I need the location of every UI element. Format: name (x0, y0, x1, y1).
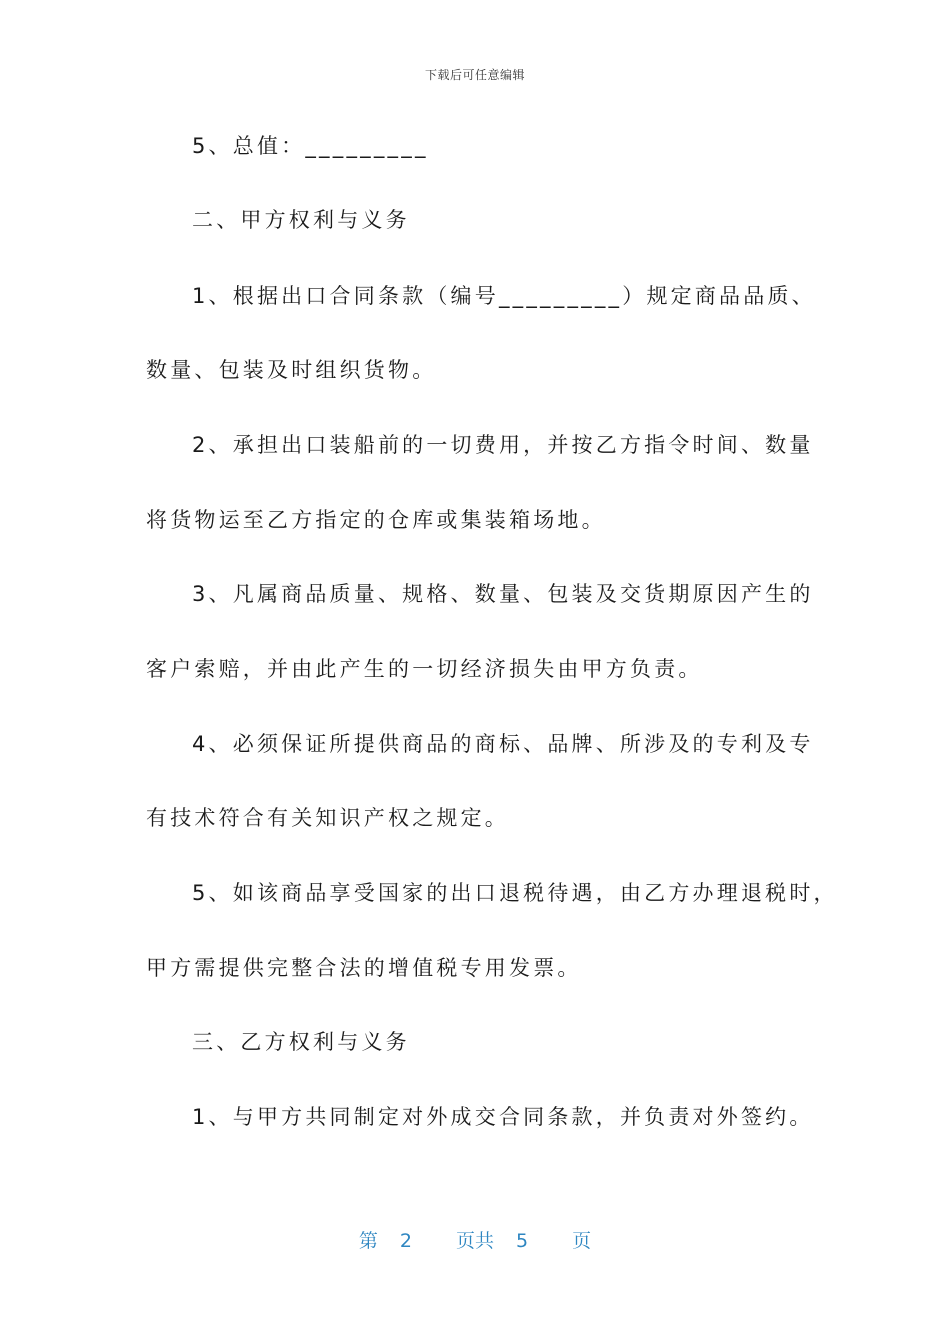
section-heading-party-a: 二、甲方权利与义务 (192, 208, 410, 232)
section-heading-party-b: 三、乙方权利与义务 (192, 1030, 410, 1054)
footer-page-label: 第 (358, 1230, 378, 1252)
clause-a1-line1: 1、根据出口合同条款（编号_________）规定商品品质、 (192, 284, 816, 308)
total-value-line: 5、总值：_________ (192, 134, 429, 158)
clause-a5-line1: 5、如该商品享受国家的出口退税待遇，由乙方办理退税时， (192, 881, 838, 905)
clause-a2-line1: 2、承担出口装船前的一切费用，并按乙方指令时间、数量 (192, 433, 814, 457)
footer-page-number: 2 (399, 1230, 412, 1252)
header-note: 下载后可任意编辑 (424, 68, 525, 82)
clause-a1-line2: 数量、包装及时组织货物。 (146, 358, 437, 382)
clause-a2-line2: 将货物运至乙方指定的仓库或集装箱场地。 (146, 508, 606, 532)
clause-a4-line2: 有技术符合有关知识产权之规定。 (146, 806, 509, 830)
page-footer (0, 1226, 950, 1253)
clause-a5-line2: 甲方需提供完整合法的增值税专用发票。 (146, 956, 582, 980)
footer-page-suffix: 页 (572, 1230, 592, 1252)
clause-a3-line2: 客户索赔，并由此产生的一切经济损失由甲方负责。 (146, 657, 703, 681)
clause-a4-line1: 4、必须保证所提供商品的商标、品牌、所涉及的专利及专 (192, 732, 814, 756)
clause-a3-line1: 3、凡属商品质量、规格、数量、包装及交货期原因产生的 (192, 582, 814, 606)
footer-total-label: 页共 (455, 1230, 494, 1252)
clause-b1-line1: 1、与甲方共同制定对外成交合同条款，并负责对外签约。 (192, 1105, 814, 1129)
footer-total-pages: 5 (516, 1230, 529, 1252)
